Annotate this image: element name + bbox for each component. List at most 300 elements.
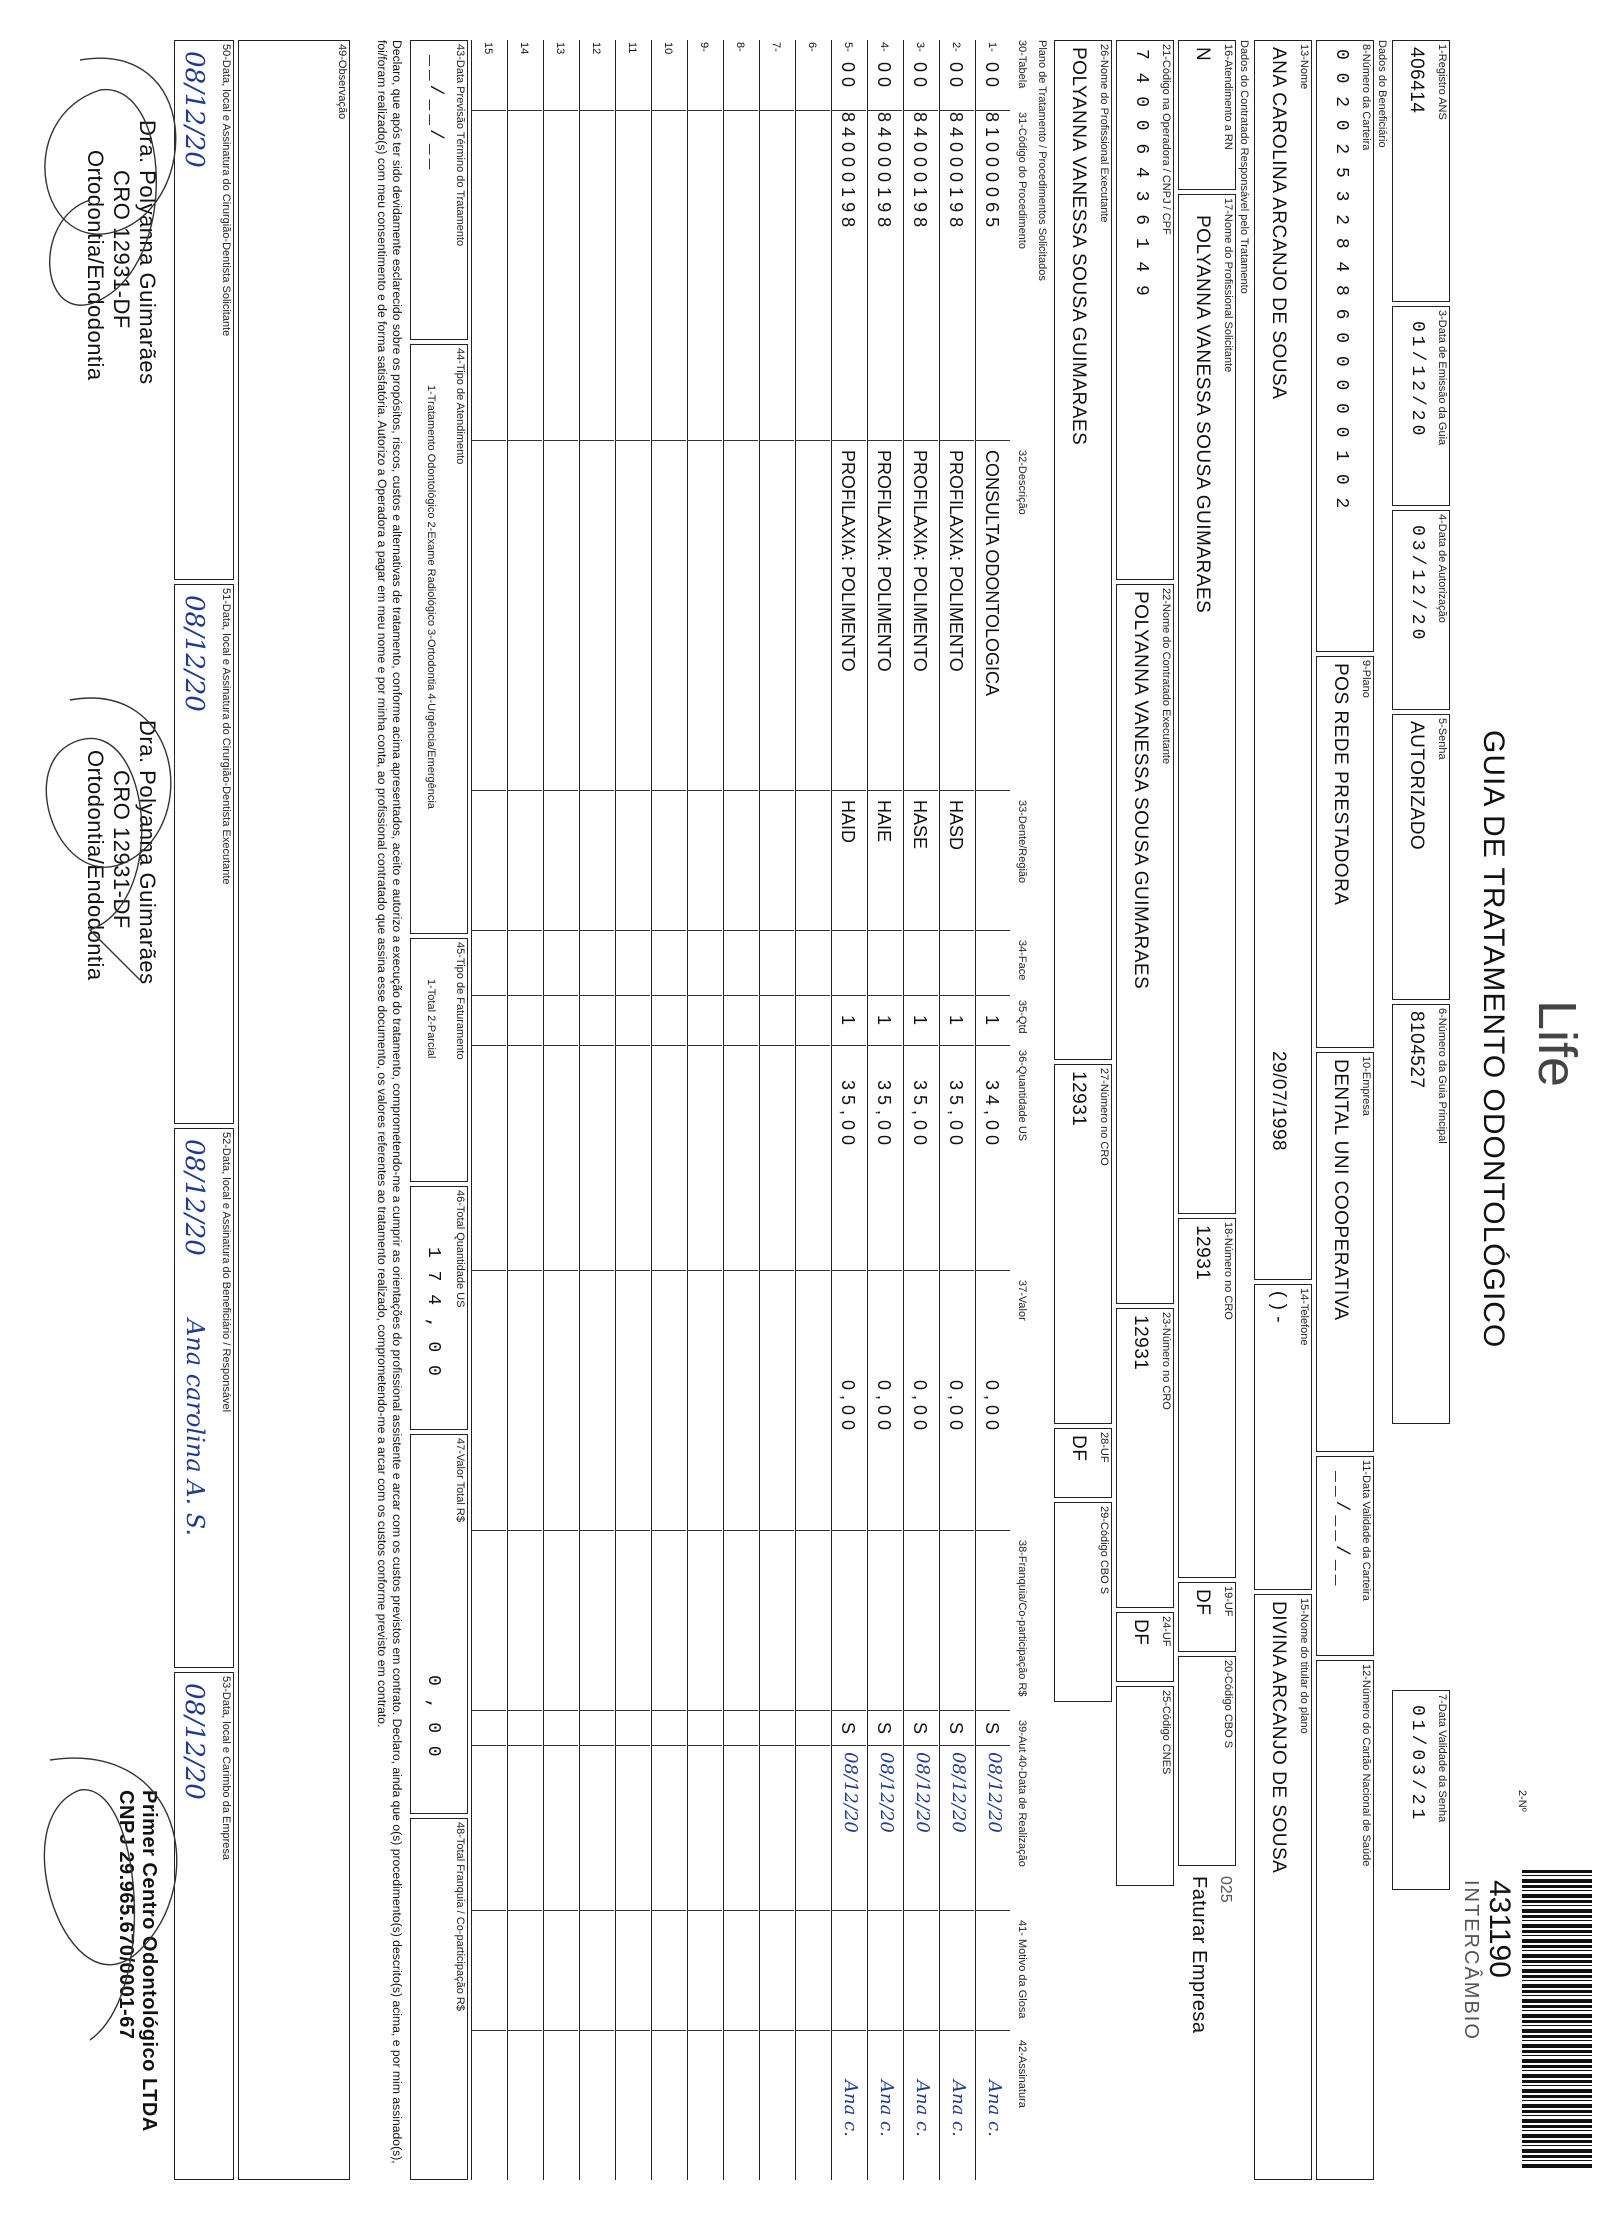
column-divider	[723, 1530, 758, 1531]
cell-descricao: PROFILAXIA: POLIMENTO	[946, 450, 966, 672]
column-divider	[543, 440, 578, 441]
column-divider	[939, 930, 974, 931]
column-divider	[651, 110, 686, 111]
cell-tabela: 0 0	[982, 62, 1002, 88]
column-divider	[723, 440, 758, 441]
column-divider	[507, 995, 542, 996]
column-divider	[795, 440, 830, 441]
column-divider	[975, 2030, 1010, 2031]
column-divider	[507, 930, 542, 931]
th-qtd-us: 36-Quantidade US	[1016, 1050, 1028, 1142]
column-divider	[939, 1710, 974, 1711]
column-divider	[507, 1745, 542, 1746]
signature-executante	[46, 698, 171, 980]
column-divider	[471, 1910, 506, 1911]
table-row	[651, 40, 686, 2180]
column-divider	[867, 1745, 902, 1746]
column-divider	[939, 790, 974, 791]
column-divider	[795, 1045, 830, 1046]
column-divider	[543, 790, 578, 791]
form-title: GUIA DE TRATAMENTO ODONTOLÓGICO	[1477, 730, 1510, 1349]
guide-number-label: 2-Nº	[1516, 1790, 1528, 1812]
field-observacao: 49-Observação	[238, 40, 350, 2180]
note-025: 025	[1217, 1876, 1234, 1903]
field-codigo-operadora: 21-Código na Operadora / CNPJ / CPF 7 4 0 0 6 4 3 6 1 4 9	[1116, 40, 1174, 580]
field-contratado-executante: 22-Nome do Contratado Executante POLYANNA VANESSA SOUSA GUIMARAES	[1116, 584, 1174, 1304]
column-divider	[615, 995, 650, 996]
column-divider	[507, 1530, 542, 1531]
column-divider	[615, 1910, 650, 1911]
th-glosa: 41- Motivo da Glosa	[1016, 1920, 1028, 2019]
column-divider	[471, 440, 506, 441]
th-face: 34-Face	[1016, 940, 1028, 981]
column-divider	[471, 790, 506, 791]
column-divider	[903, 1530, 938, 1531]
column-divider	[687, 790, 722, 791]
cell-data: 08/12/20	[984, 1752, 1005, 1833]
column-divider	[687, 1745, 722, 1746]
field-total-franquia: 48-Total Franquia / Co-participação R$	[410, 1818, 468, 2180]
column-divider	[903, 930, 938, 931]
column-divider	[939, 440, 974, 441]
column-divider	[651, 1530, 686, 1531]
column-divider	[795, 2030, 830, 2031]
field-total-us: 46-Total Quantidade US 1 7 4 , 0 0	[410, 1186, 468, 1430]
column-divider	[903, 1910, 938, 1911]
column-divider	[759, 2030, 794, 2031]
column-divider	[579, 1910, 614, 1911]
column-divider	[687, 1530, 722, 1531]
column-divider	[543, 1710, 578, 1711]
column-divider	[759, 1045, 794, 1046]
th-dente: 33-Dente/Região	[1016, 800, 1028, 884]
table-row	[903, 40, 938, 2180]
column-divider	[831, 440, 866, 441]
table-header	[1010, 40, 1032, 2180]
column-divider	[471, 1745, 506, 1746]
column-divider	[867, 110, 902, 111]
column-divider	[975, 1530, 1010, 1531]
cell-data: 08/12/20	[876, 1752, 897, 1833]
column-divider	[507, 790, 542, 791]
signature-solicitante	[45, 58, 176, 305]
cell-data: 08/12/20	[840, 1752, 861, 1833]
field-registro-ans: 1-Registro ANS 406414	[1392, 40, 1450, 302]
column-divider	[975, 930, 1010, 931]
cell-dente: HASE	[910, 800, 930, 850]
column-divider	[723, 1045, 758, 1046]
column-divider	[975, 1270, 1010, 1271]
signature-company	[44, 1758, 176, 2040]
cell-valor: 0 , 0 0	[838, 1380, 858, 1431]
column-divider	[867, 2030, 902, 2031]
row-number: 3-	[914, 42, 926, 52]
column-divider	[975, 1745, 1010, 1746]
cell-qtd-us: 3 5 , 0 0	[910, 1080, 930, 1146]
section-beneficiario: Dados do Beneficiário	[1376, 40, 1388, 148]
intercambio-label: INTERCÂMBIO	[1460, 1880, 1482, 2041]
column-divider	[975, 440, 1010, 441]
column-divider	[903, 110, 938, 111]
column-divider	[831, 995, 866, 996]
cell-valor: 0 , 0 0	[946, 1380, 966, 1431]
column-divider	[579, 1530, 614, 1531]
column-divider	[795, 1745, 830, 1746]
cell-tabela: 0 0	[874, 62, 894, 88]
column-divider	[723, 1910, 758, 1911]
column-divider	[831, 790, 866, 791]
column-divider	[615, 930, 650, 931]
field-cro-prof-executante: 27-Número no CRO 12931	[1054, 1064, 1112, 1424]
field-atendimento-rn: 16-Atendimento a RN N	[1178, 40, 1236, 190]
cell-codigo: 8 4 0 0 0 1 9 8	[910, 112, 930, 228]
row-number: 2-	[950, 42, 962, 52]
column-divider	[831, 1710, 866, 1711]
field-data-emissao: 3-Data de Emissão da Guia 01/12/20	[1392, 306, 1450, 506]
brand-logo: Life	[1527, 1000, 1587, 1088]
field-telefone: 14-Telefone ( ) -	[1254, 1284, 1312, 1590]
column-divider	[759, 1910, 794, 1911]
cell-tabela: 0 0	[946, 62, 966, 88]
field-prof-solicitante: 17-Nome do Profissional Solicitante POLYANNA VANESSA SOUSA GUIMARAES	[1178, 194, 1236, 1214]
section-plano-tratamento: Plano de Tratamento / Procedimentos Solicitados	[1036, 40, 1048, 281]
row-number: 15	[482, 42, 494, 55]
column-divider	[543, 930, 578, 931]
cell-descricao: CONSULTA ODONTOLOGICA	[982, 450, 1002, 697]
guide-number: 431190	[1483, 1880, 1516, 1978]
column-divider	[867, 1530, 902, 1531]
cell-aut: S	[982, 1722, 1002, 1735]
column-divider	[975, 1710, 1010, 1711]
column-divider	[831, 1270, 866, 1271]
column-divider	[507, 1045, 542, 1046]
column-divider	[471, 1270, 506, 1271]
field-cro-solicitante: 18-Número no CRO 12931	[1178, 1218, 1236, 1578]
column-divider	[975, 790, 1010, 791]
table-row	[759, 40, 794, 2180]
field-plano: 9-Plano POS REDE PRESTADORA	[1316, 656, 1374, 1048]
column-divider	[615, 110, 650, 111]
column-divider	[795, 110, 830, 111]
column-divider	[795, 1710, 830, 1711]
column-divider	[903, 1745, 938, 1746]
row-number: 9-	[698, 42, 710, 52]
column-divider	[579, 930, 614, 931]
field-data-autorizacao: 4-Data de Autorização 03/12/20	[1392, 510, 1450, 710]
column-divider	[615, 2030, 650, 2031]
column-divider	[795, 930, 830, 931]
column-divider	[579, 1745, 614, 1746]
cell-valor: 0 , 0 0	[910, 1380, 930, 1431]
column-divider	[507, 1710, 542, 1711]
column-divider	[759, 440, 794, 441]
column-divider	[759, 1530, 794, 1531]
field-uf-executante: 24-UF DF	[1116, 1612, 1174, 1682]
table-row	[615, 40, 650, 2180]
column-divider	[687, 995, 722, 996]
cell-valor: 0 , 0 0	[874, 1380, 894, 1431]
column-divider	[687, 110, 722, 111]
column-divider	[867, 440, 902, 441]
cell-data: 08/12/20	[948, 1752, 969, 1833]
field-cbo-executante: 29-Código CBO S	[1054, 1502, 1112, 1702]
field-prof-executante: 26-Nome do Profissional Executante POLYANNA VANESSA SOUSA GUIMARAES	[1054, 40, 1112, 1060]
column-divider	[471, 930, 506, 931]
column-divider	[939, 1045, 974, 1046]
column-divider	[795, 995, 830, 996]
column-divider	[759, 995, 794, 996]
column-divider	[543, 1270, 578, 1271]
column-divider	[939, 1270, 974, 1271]
column-divider	[759, 1270, 794, 1271]
column-divider	[471, 995, 506, 996]
column-divider	[471, 1045, 506, 1046]
table-row	[687, 40, 722, 2180]
column-divider	[723, 995, 758, 996]
field-tipo-atendimento: 44-Tipo de Atendimento 1-Tratamento Odontológico 2-Exame Radiológico 3-Ortodontia 4-Urgência/Emergência	[410, 344, 468, 934]
column-divider	[507, 1910, 542, 1911]
row-number: 14	[518, 42, 530, 55]
cell-aut: S	[946, 1722, 966, 1735]
row-number: 10	[662, 42, 674, 55]
column-divider	[651, 995, 686, 996]
column-divider	[903, 790, 938, 791]
cell-qtd: 1	[910, 1015, 930, 1026]
column-divider	[615, 1045, 650, 1046]
field-assinatura-solicitante: 50-Data, local e Assinatura do Cirurgião-Dentista Solicitante 08/12/20	[174, 40, 234, 580]
column-divider	[759, 110, 794, 111]
column-divider	[471, 110, 506, 111]
column-divider	[939, 110, 974, 111]
column-divider	[831, 110, 866, 111]
th-franquia: 38-Franquia/Co-participação R$	[1016, 1540, 1028, 1697]
th-tabela: 30-Tabela	[1016, 40, 1028, 89]
column-divider	[471, 1530, 506, 1531]
th-data: 40-Data de Realização	[1016, 1755, 1028, 1867]
column-divider	[687, 1910, 722, 1911]
th-descricao: 32-Descrição	[1016, 450, 1028, 515]
field-uf-solicitante: 19-UF DF	[1178, 1582, 1236, 1652]
column-divider	[651, 1910, 686, 1911]
cell-qtd: 1	[946, 1015, 966, 1026]
column-divider	[867, 1045, 902, 1046]
column-divider	[651, 1270, 686, 1271]
field-validade-senha: 7-Data Validade da Senha 01/03/21	[1392, 1690, 1450, 1890]
column-divider	[831, 1530, 866, 1531]
cell-codigo: 8 4 0 0 0 1 9 8	[874, 112, 894, 228]
row-number: 5-	[842, 42, 854, 52]
column-divider	[975, 1910, 1010, 1911]
cell-codigo: 8 4 0 0 0 1 9 8	[838, 112, 858, 228]
cell-codigo: 8 1 0 0 0 0 6 5	[982, 112, 1002, 228]
th-valor: 37-Valor	[1016, 1280, 1028, 1321]
cell-qtd-us: 3 5 , 0 0	[874, 1080, 894, 1146]
column-divider	[831, 1045, 866, 1046]
column-divider	[615, 440, 650, 441]
th-aut: 39-Aut	[1016, 1720, 1028, 1753]
cell-qtd-us: 3 5 , 0 0	[946, 1080, 966, 1146]
field-assinatura-beneficiario: 52-Data, local e Assinatura do Beneficiário / Responsável 08/12/20 Ana carolina A. S.	[174, 1128, 234, 1668]
column-divider	[831, 2030, 866, 2031]
faturar-empresa: Faturar Empresa	[1188, 1876, 1210, 2034]
column-divider	[867, 995, 902, 996]
column-divider	[615, 1745, 650, 1746]
column-divider	[579, 1045, 614, 1046]
section-contratado: Dados do Contratado Responsável pelo Tratamento	[1238, 40, 1250, 294]
field-previsao-termino: 43-Data Previsão Término do Tratamento __/__/__	[410, 40, 468, 340]
cell-qtd: 1	[982, 1015, 1002, 1026]
column-divider	[543, 1045, 578, 1046]
column-divider	[939, 2030, 974, 2031]
column-divider	[579, 2030, 614, 2031]
procedure-table	[470, 40, 1010, 2180]
column-divider	[723, 1710, 758, 1711]
field-tipo-faturamento: 45-Tipo de Faturamento 1-Total 2-Parcial	[410, 938, 468, 1182]
column-divider	[543, 1530, 578, 1531]
field-carteira: 8-Número da Carteira 0 0 2 0 2 5 3 2 8 4 8 6 0 0 0 0 0 1 0 2	[1316, 40, 1374, 652]
column-divider	[651, 2030, 686, 2031]
cell-aut: S	[838, 1722, 858, 1735]
table-row	[723, 40, 758, 2180]
field-cbo-solicitante: 20-Código CBO S	[1178, 1656, 1236, 1866]
column-divider	[543, 110, 578, 111]
cell-descricao: PROFILAXIA: POLIMENTO	[874, 450, 894, 672]
column-divider	[939, 1910, 974, 1911]
column-divider	[507, 110, 542, 111]
cell-aut: S	[910, 1722, 930, 1735]
column-divider	[687, 1710, 722, 1711]
table-row	[831, 40, 866, 2180]
column-divider	[903, 1045, 938, 1046]
row-number: 12	[590, 42, 602, 55]
cell-assinatura: Ana c.	[912, 2080, 933, 2137]
table-row	[579, 40, 614, 2180]
field-cro-executante: 23-Número no CRO 12931	[1116, 1308, 1174, 1608]
cell-qtd-us: 3 4 , 0 0	[982, 1080, 1002, 1146]
barcode	[1522, 1870, 1592, 2170]
th-qtd: 35-Qtd	[1016, 1000, 1028, 1034]
column-divider	[723, 1745, 758, 1746]
column-divider	[651, 440, 686, 441]
column-divider	[831, 1745, 866, 1746]
table-row	[975, 40, 1010, 2180]
cell-codigo: 8 4 0 0 0 1 9 8	[946, 112, 966, 228]
column-divider	[687, 2030, 722, 2031]
cell-assinatura: Ana c.	[948, 2080, 969, 2137]
field-valor-total: 47-Valor Total R$ 0 , 0 0	[410, 1434, 468, 1814]
cell-dente: HASD	[946, 800, 966, 851]
column-divider	[579, 790, 614, 791]
column-divider	[579, 995, 614, 996]
column-divider	[975, 110, 1010, 111]
column-divider	[975, 995, 1010, 996]
column-divider	[615, 790, 650, 791]
column-divider	[471, 2030, 506, 2031]
declaration-text: Declaro, que após ter sido devidamente esclarecido sobre os propósitos, riscos, custos e alternativas de tratamento, conforme acima apresentados, aceito e autorizo a execução do tratamento, comprometendo-me a cumprir as orientações do profissional assistente e arcar com os custos previstos em contrato. Declaro, ainda que o(s) procedimento(s) descrito(s) acima, e por mim assinado(s), foi/foram realizado(s) com meu consentimento e de forma satisfatória. Autorizo a Operadora a pagar em meu nome e por minha conta, ao profissional contratado que assina esse documento, os valores referentes ao tratamento realizado, comprometendo-me a arcar com os custos conforme previsto em contrato.	[375, 40, 404, 2164]
column-divider	[903, 2030, 938, 2031]
column-divider	[543, 995, 578, 996]
th-assinatura: 42-Assinatura	[1016, 2040, 1028, 2108]
cell-tabela: 0 0	[838, 62, 858, 88]
field-empresa: 10-Empresa DENTAL UNI COOPERATIVA	[1316, 1052, 1374, 1452]
column-divider	[579, 1710, 614, 1711]
cell-dente: HAID	[838, 800, 858, 844]
cell-descricao: PROFILAXIA: POLIMENTO	[910, 450, 930, 672]
column-divider	[939, 995, 974, 996]
birth-date: 29/07/1998	[1268, 1051, 1289, 1152]
row-number: 4-	[878, 42, 890, 52]
column-divider	[903, 995, 938, 996]
column-divider	[831, 1910, 866, 1911]
cell-qtd: 1	[838, 1015, 858, 1026]
column-divider	[939, 1530, 974, 1531]
row-number: 1-	[986, 42, 998, 52]
column-divider	[759, 1710, 794, 1711]
column-divider	[831, 930, 866, 931]
column-divider	[507, 2030, 542, 2031]
column-divider	[615, 1530, 650, 1531]
row-number: 7-	[770, 42, 782, 52]
column-divider	[975, 1045, 1010, 1046]
column-divider	[579, 110, 614, 111]
cell-assinatura: Ana c.	[876, 2080, 897, 2137]
column-divider	[579, 1270, 614, 1271]
column-divider	[471, 1710, 506, 1711]
cell-tabela: 0 0	[910, 62, 930, 88]
cell-qtd: 1	[874, 1015, 894, 1026]
row-number: 6-	[806, 42, 818, 52]
table-row	[867, 40, 902, 2180]
column-divider	[903, 1710, 938, 1711]
column-divider	[579, 440, 614, 441]
column-divider	[615, 1710, 650, 1711]
column-divider	[867, 1910, 902, 1911]
column-divider	[795, 790, 830, 791]
table-row	[507, 40, 542, 2180]
column-divider	[507, 1270, 542, 1271]
cell-valor: 0 , 0 0	[982, 1380, 1002, 1431]
row-number: 8-	[734, 42, 746, 52]
column-divider	[867, 1270, 902, 1271]
column-divider	[867, 930, 902, 931]
column-divider	[903, 1270, 938, 1271]
beneficiary-signature: Ana carolina A. S.	[181, 1319, 209, 1536]
field-nome: 13-Nome ANA CAROLINA ARCANJO DE SOUSA 29/07/1998	[1254, 40, 1312, 1280]
column-divider	[759, 930, 794, 931]
field-uf-prof-executante: 28-UF DF	[1054, 1428, 1112, 1498]
th-codigo: 31-Código do Procedimento	[1016, 112, 1028, 249]
stamp-executante: Dra. Polyanna Guimarães CRO 12931-DF Ortodontia/Endodontia	[83, 720, 160, 985]
column-divider	[507, 440, 542, 441]
column-divider	[795, 1270, 830, 1271]
column-divider	[687, 1270, 722, 1271]
column-divider	[651, 1045, 686, 1046]
field-titular: 15-Nome do titular do plano DIVINA ARCANJO DE SOUSA	[1254, 1594, 1312, 2180]
table-row	[795, 40, 830, 2180]
column-divider	[723, 110, 758, 111]
field-guia-principal: 6-Número da Guia Principal 8104527	[1392, 1004, 1450, 1424]
column-divider	[867, 790, 902, 791]
column-divider	[651, 1710, 686, 1711]
column-divider	[903, 440, 938, 441]
company-stamp: Primer Centro Odontológico LTDA CNPJ 29.965.670/0001-67	[115, 1790, 160, 2132]
cell-descricao: PROFILAXIA: POLIMENTO	[838, 450, 858, 672]
stamp-solicitante: Dra. Polyanna Guimarães CRO 12931-DF Ortodontia/Endodontia	[83, 120, 160, 385]
cell-aut: S	[874, 1722, 894, 1735]
table-row	[543, 40, 578, 2180]
row-number: 13	[554, 42, 566, 55]
cell-assinatura: Ana c.	[984, 2080, 1005, 2137]
